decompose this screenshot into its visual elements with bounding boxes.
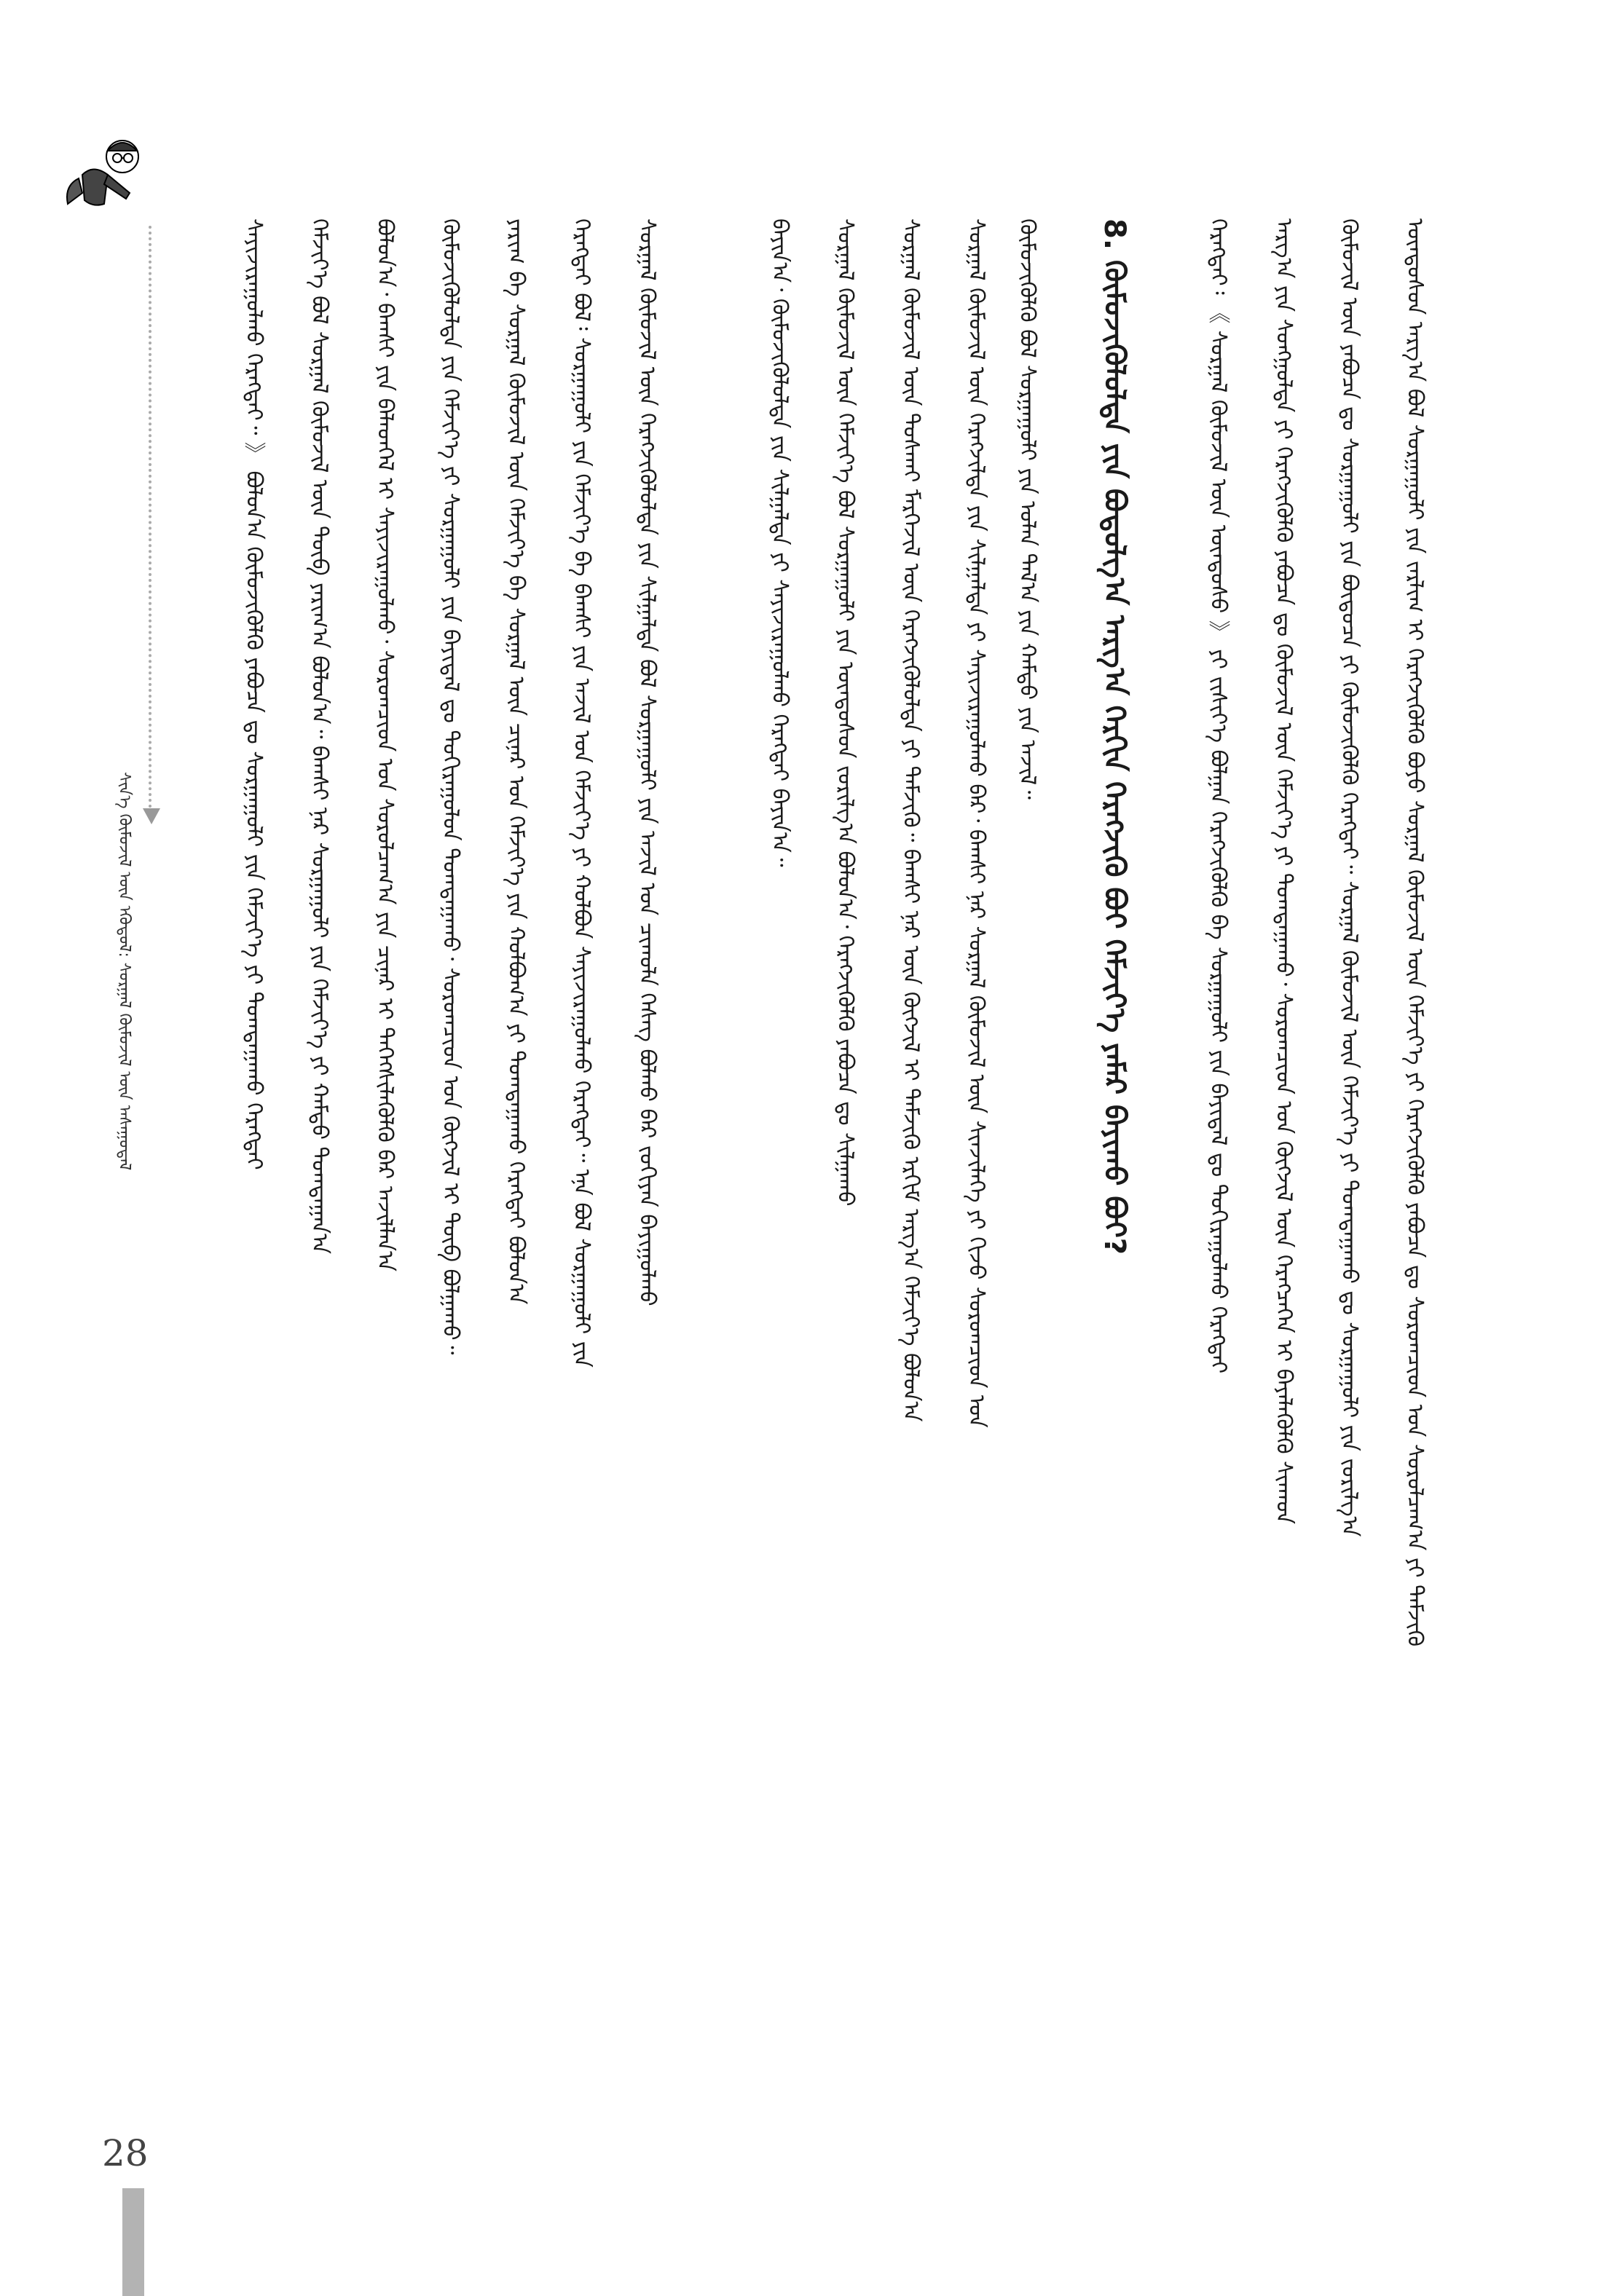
- text-column: [1327, 218, 1371, 2148]
- text-column: [428, 218, 472, 2148]
- mascot-scarf: [67, 178, 82, 204]
- mascot-body: [82, 170, 130, 205]
- text-line: ᠰᠠᠶᠢᠵᠢᠷᠠᠭᠤᠯᠬᠤ ᠬᠡᠷᠡᠭᠲᠡᠢ᠃ 》 ᠪᠣᠯᠤᠨ᠎ᠠ ᠬᠦᠮᠦᠵᠢᠭᠦᠯᠬᠦ ᠶᠠᠪᠤᠴᠠ ᠳᠤ ᠰᠤᠷᠭᠠᠭᠤᠯᠢ ᠶᠢᠨ ᠬᠡᠮᠵᠢᠶ᠎ᠡ ᠶᠢ ᠲᠣᠭᠲᠠᠭᠠᠬᠤ ᠬᠡᠷᠡᠭᠲᠡᠢ: [241, 218, 267, 1170]
- text-line: ᠰᠤᠷᠭᠠᠯ ᠬᠦᠮᠦᠵᠢᠯ ᠦᠨ ᠬᠡᠷᠡᠭᠵᠢᠯᠲᠡ ᠶᠢᠨ ᠰᠢᠯᠭᠠᠯᠲᠠ ᠶᠢ ᠰᠠᠶᠢᠵᠢᠷᠠᠭᠤᠯᠬᠤ ᠪᠠᠷ᠂ ᠪᠠᠭᠰᠢ ᠨᠠᠷ ᠰᠤᠷᠭᠠᠯ ᠬᠦᠮᠦᠵᠢᠯ ᠦᠨ ᠰᠢᠨᠵᠢᠯᠡᠭᠡ ᠶᠢ ᠬᠢᠵᠦ ᠰᠤᠷᠤᠭᠴᠢᠳ ᠤᠨ: [964, 218, 989, 1428]
- text-line: ᠦᠨᠳᠦᠰᠦᠨ ᠠᠷᠭ᠎ᠠ ᠪᠣᠯ ᠰᠤᠷᠭᠠᠭᠤᠯᠢ ᠶᠢᠨ ᠵᠠᠷᠯᠢᠭ ᠢ ᠬᠡᠷᠡᠭᠵᠢᠭᠦᠯᠬᠦ ᠪᠤᠶᠤ ᠰᠤᠷᠭᠠᠯ ᠬᠦᠮᠦᠵᠢᠯ ᠦᠨ ᠬᠡᠮᠵᠢᠶ᠎ᠡ ᠶᠢ ᠬᠡᠷᠡᠭᠵᠢᠭᠦᠯᠬᠦ ᠶᠠᠪᠤᠴᠠ ᠳᠤ ᠰᠤᠷᠤᠭᠴᠢᠳ ᠤᠨ ᠰᠤᠷᠤᠯᠴᠠᠭ᠎ᠠ ᠶᠢ ᠳᠡᠮᠵᠢᠬᠦ: [1402, 218, 1428, 1647]
- text-column: [889, 218, 932, 2148]
- text-line: ᠠᠷᠭ᠎ᠠ ᠶᠢᠨ ᠰᠣᠩᠭᠣᠯᠲᠠ ᠶᠢ ᠬᠡᠷᠡᠭᠵᠢᠭᠦᠯᠬᠦ ᠶᠠᠪᠤᠴᠠ ᠳᠤ ᠬᠦᠮᠦᠵᠢᠯ ᠦᠨ ᠬᠡᠮᠵᠢᠶ᠎ᠡ ᠶᠢ ᠲᠣᠭᠲᠠᠭᠠᠬᠤ᠂ ᠰᠤᠷᠤᠭᠴᠢᠳ ᠤᠨ ᠬᠥᠭᠵᠢᠯ ᠦᠨ ᠬᠡᠷᠡᠭᠴᠡᠭᠡᠨ ᠢ ᠪᠡᠶᠡᠯᠡᠭᠦᠯᠬᠦ ᠰᠢᠬᠠᠳ: [1271, 218, 1297, 1524]
- text-line: ᠪᠠᠶᠢᠨ᠎ᠠ᠂ ᠬᠦᠮᠦᠵᠢᠭᠦᠯᠦᠯᠲᠡ ᠶᠢᠨ ᠰᠢᠯᠭᠠᠯᠲᠠ ᠶᠢ ᠰᠠᠶᠢᠵᠢᠷᠠᠭᠤᠯᠬᠤ ᠬᠡᠷᠡᠭᠲᠡᠢ ᠪᠠᠶᠢᠨ᠎ᠠ᠃: [767, 218, 792, 867]
- text-column: [823, 218, 867, 2148]
- section-heading-text: 8. ᠬᠦᠮᠦᠵᠢᠭᠦᠯᠦᠯᠲᠡ ᠶᠢᠨ ᠪᠣᠳᠤᠯᠭ᠎ᠠ ᠠᠷᠭ᠎ᠠ ᠬᠡᠷᠬᠢᠨ ᠬᠡᠷᠡᠭᠵᠢᠬᠦ ᠪᠤᠢ ᠬᠡᠮᠵᠢᠶ᠎ᠡ ᠶᠠᠮᠠᠷ ᠪᠠᠶᠢᠬᠤ ᠪᠤᠢ?: [1098, 218, 1131, 1255]
- text-column: [1005, 218, 1049, 2148]
- text-line: ᠬᠡᠮᠵᠢᠶ᠎ᠡ ᠪᠣᠯ ᠰᠤᠷᠭᠠᠯ ᠬᠦᠮᠦᠵᠢᠯ ᠦᠨ ᠲᠥᠪ ᠶᠠᠷᠢᠭ᠎ᠠ ᠪᠣᠯᠤᠨ᠎ᠠ᠃ ᠪᠠᠭᠰᠢ ᠨᠠᠷ ᠰᠤᠷᠭᠠᠭᠤᠯᠢ ᠶᠢᠨ ᠬᠡᠮᠵᠢᠶ᠎ᠡ ᠶᠢ ᠬᠠᠮᠲᠤ ᠲᠣᠭᠲᠠᠭᠠᠨ᠎ᠠ: [307, 218, 332, 1255]
- text-column: [758, 218, 801, 2148]
- text-line: ᠬᠦᠮᠦᠵᠢᠭᠦᠯᠬᠦ ᠪᠣᠯ ᠰᠤᠷᠭᠠᠭᠤᠯᠢ ᠶᠢᠨ ᠣᠯᠠᠨ ᠲᠠᠯ᠎ᠠ ᠶᠢᠨ ᠬᠠᠮᠲᠤ ᠶᠢᠨ ᠠᠵᠢᠯ᠃: [1015, 218, 1040, 800]
- mascot-illustration: [64, 135, 152, 215]
- text-line: ᠬᠡᠷᠡᠭᠲᠡᠢ ᠪᠣᠯ᠄ ᠰᠤᠷᠭᠠᠭᠤᠯᠢ ᠶᠢᠨ ᠬᠡᠮᠵᠢᠶ᠎ᠡ ᠪᠠ ᠪᠠᠭᠰᠢ ᠶᠢᠨ ᠠᠵᠢᠯ ᠤᠨ ᠬᠡᠮᠵᠢᠶ᠎ᠡ ᠶᠢ ᠬᠣᠯᠪᠣᠨ ᠰᠠᠶᠢᠵᠢᠷᠠᠭᠤᠯᠬᠤ ᠬᠡᠷᠡᠭᠲᠡᠢ᠃ ᠡᠨᠡ ᠪᠣᠯ ᠰᠤᠷᠭᠠᠭᠤᠯᠢ ᠶᠢᠨ: [569, 218, 594, 1368]
- running-head: [109, 772, 138, 1171]
- text-line: ᠪᠣᠯᠤᠨ᠎ᠠ᠂ ᠪᠠᠭᠰᠢ ᠶᠢᠨ ᠪᠡᠯᠡᠳᠬᠡᠯ ᠢ ᠰᠠᠶᠢᠵᠢᠷᠠᠭᠤᠯᠬᠤ᠂ ᠰᠤᠷᠤᠭᠴᠢᠳ ᠤᠨ ᠰᠤᠷᠤᠯᠴᠠᠭ᠎ᠠ ᠶᠢᠨ ᠴᠢᠨᠠᠷ ᠢ ᠳᠡᠭᠡᠭᠰᠢᠯᠡᠭᠦᠯᠬᠦ ᠪᠠᠷ ᠠᠵᠢᠯᠯᠠᠨ᠎ᠠ: [372, 218, 398, 1272]
- text-column: [954, 218, 998, 2148]
- running-head-arrow-icon: [143, 808, 160, 824]
- text-line: ᠰᠤᠷᠭᠠᠯ ᠬᠦᠮᠦᠵᠢᠯ ᠦᠨ ᠲᠤᠰᠬᠠᠢ ᠮᠡᠷᠭᠡᠵᠢᠯ ᠦᠨ ᠬᠡᠷᠡᠭᠵᠢᠭᠦᠯᠦᠯᠲᠡ ᠶᠢ ᠳᠡᠮᠵᠢᠬᠦ᠃ ᠪᠠᠭᠰᠢ ᠨᠠᠷ ᠦᠨ ᠬᠥᠭᠵᠢᠯ ᠢ ᠳᠡᠮᠵᠢᠬᠦ ᠡᠷᠬᠢᠮ ᠠᠷᠭ᠎ᠠ ᠬᠡᠮᠵᠢᠶ᠎ᠡ ᠪᠣᠯᠤᠨ᠎ᠠ: [898, 218, 924, 1422]
- mascot-head: [106, 141, 138, 173]
- text-column: [1262, 218, 1305, 2148]
- text-line: ᠬᠡᠷᠡᠭᠲᠡᠢ᠄ 《 ᠰᠤᠷᠭᠠᠯ ᠬᠦᠮᠦᠵᠢᠯ ᠦᠨ ᠦᠨᠳᠦᠰᠦ 》 ᠶᠢ ᠵᠢᠱᠢᠶ᠎ᠡ ᠪᠣᠯᠭᠠᠨ ᠬᠡᠷᠡᠭᠵᠢᠭᠦᠯᠬᠦ ᠪᠠ ᠰᠤᠷᠭᠠᠭᠤᠯᠢ ᠶᠢᠨ ᠪᠠᠶᠢᠳᠠᠯ ᠳᠤ ᠲᠣᠬᠢᠷᠠᠭᠤᠯᠬᠤ ᠬᠡᠷᠡᠭᠲᠡᠢ: [1205, 218, 1231, 1374]
- text-column: [363, 218, 406, 2148]
- section-heading: [1093, 218, 1136, 2148]
- text-column: [297, 218, 341, 2148]
- text-line: ᠶᠠᠷᠢᠭ ᠪᠠ ᠰᠤᠷᠭᠠᠯ ᠬᠦᠮᠦᠵᠢᠯ ᠦᠨ ᠬᠡᠮᠵᠢᠶ᠎ᠡ ᠪᠠ ᠰᠤᠷᠭᠠᠯ ᠦᠨ ᠴᠢᠨᠠᠷ ᠤᠨ ᠬᠡᠮᠵᠢᠶ᠎ᠡ ᠶᠢᠨ ᠬᠣᠯᠪᠣᠭ᠎ᠠ ᠶᠢ ᠲᠣᠭᠲᠠᠭᠠᠬᠤ ᠬᠡᠷᠡᠭᠲᠡᠢ ᠪᠣᠯᠤᠨ᠎ᠠ: [503, 218, 529, 1305]
- text-column: [1196, 218, 1240, 2148]
- text-line: ᠰᠤᠷᠭᠠᠯ ᠬᠦᠮᠦᠵᠢᠯ ᠦᠨ ᠬᠡᠷᠡᠭᠵᠢᠭᠦᠯᠦᠯᠲᠡ ᠶᠢᠨ ᠰᠢᠯᠭᠠᠯᠲᠠ ᠪᠣᠯ ᠰᠤᠷᠭᠠᠭᠤᠯᠢ ᠶᠢᠨ ᠠᠵᠢᠯ ᠤᠨ ᠴᠢᠬᠤᠯᠠ ᠬᠡᠰᠡᠭ ᠪᠣᠯᠬᠤ ᠪᠠᠷ ᠵᠣᠬᠢᠶᠠᠨ ᠪᠠᠶᠢᠭᠤᠯᠬᠤ: [634, 218, 660, 1306]
- text-column: [1393, 218, 1436, 2148]
- text-line: ᠬᠦᠮᠦᠵᠢᠯ ᠦᠨ ᠶᠠᠪᠤᠴᠠ ᠳᠤ ᠰᠤᠷᠭᠠᠭᠤᠯᠢ ᠶᠢᠨ ᠪᠦᠲᠦᠴᠡ ᠶᠢ ᠬᠦᠮᠦᠵᠢᠭᠦᠯᠬᠦ ᠬᠡᠷᠡᠭᠲᠡᠢ᠃ ᠰᠤᠷᠭᠠᠯ ᠬᠦᠮᠦᠵᠢᠯ ᠦᠨ ᠬᠡᠮᠵᠢᠶ᠎ᠡ ᠶᠢ ᠲᠣᠭᠲᠠᠭᠠᠬᠤ ᠳᠤ ᠰᠤᠷᠭᠠᠭᠤᠯᠢ ᠶᠢᠨ ᠵᠣᠷᠢᠯᠭ᠎ᠠ: [1337, 218, 1362, 1537]
- running-head-text: ᠰᠢᠨ᠎ᠡ ᠬᠦᠮᠦᠵᠢᠯ ᠦᠨ ᠡᠭᠦᠳᠦᠯ: ᠰᠤᠷᠭᠠᠯ ᠬᠦᠮᠦᠵᠢᠯ ᠦᠨ ᠠᠰᠠᠭᠤᠳᠠᠯ: [115, 772, 133, 1171]
- running-head-divider: [149, 226, 152, 808]
- text-column: [232, 218, 275, 2148]
- page-number: 28: [102, 2132, 149, 2174]
- page-edge-tab: [122, 2188, 144, 2296]
- text-column: [559, 218, 603, 2148]
- text-column: [494, 218, 538, 2148]
- text-line: ᠰᠤᠷᠭᠠᠯ ᠬᠦᠮᠦᠵᠢᠯ ᠦᠨ ᠬᠡᠮᠵᠢᠶ᠎ᠡ ᠪᠣᠯ ᠰᠤᠷᠭᠠᠭᠤᠯᠢ ᠶᠢᠨ ᠦᠨᠳᠦᠰᠦᠨ ᠵᠣᠷᠢᠯᠭ᠎ᠠ ᠪᠣᠯᠤᠨ᠎ᠠ᠂ ᠬᠡᠷᠡᠭᠵᠢᠭᠦᠯᠬᠦ ᠶᠠᠪᠤᠴᠠ ᠳᠤ ᠰᠢᠯᠭᠠᠬᠤ: [833, 218, 858, 1207]
- text-line: ᠬᠦᠮᠦᠵᠢᠭᠦᠯᠦᠯᠲᠡ ᠶᠢᠨ ᠬᠡᠮᠵᠢᠶ᠎ᠡ ᠶᠢ ᠰᠤᠷᠭᠠᠭᠤᠯᠢ ᠶᠢᠨ ᠪᠠᠶᠢᠳᠠᠯ ᠳᠤ ᠲᠣᠬᠢᠷᠠᠭᠤᠯᠤᠨ ᠲᠣᠭᠲᠠᠭᠠᠬᠤ᠂ ᠰᠤᠷᠤᠭᠴᠢᠳ ᠤᠨ ᠬᠥᠭᠵᠢᠯ ᠢ ᠲᠥᠪ ᠪᠣᠯᠭᠠᠬᠤ᠃: [438, 218, 463, 1355]
- text-column: [625, 218, 669, 2148]
